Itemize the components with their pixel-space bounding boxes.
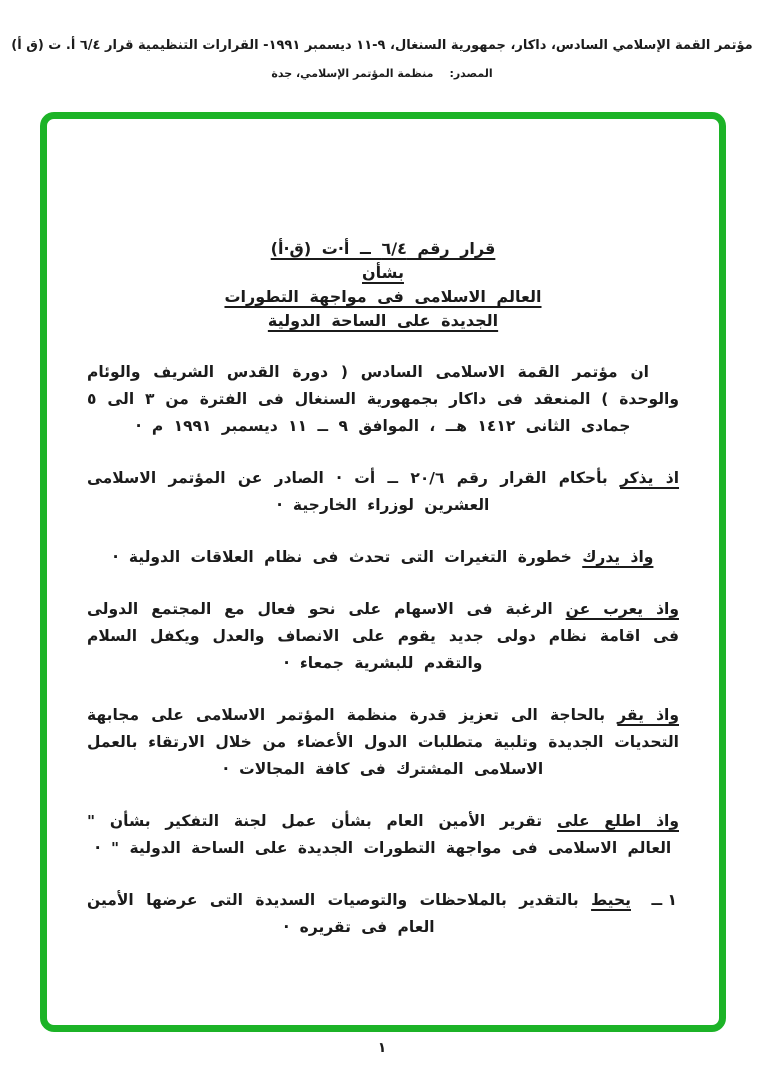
paragraph-lead: واذ يدرك (582, 548, 654, 566)
source-value: منظمة المؤتمر الإسلامي، جدة (271, 67, 434, 80)
document-content (47, 119, 719, 941)
paragraph-lead: واذ يعرب عن (565, 600, 679, 618)
preamble-paragraph-4 (87, 596, 679, 677)
paragraph-lead: اذ يذكر (620, 469, 680, 487)
preamble-paragraph-2 (87, 465, 679, 519)
resolution-subject-line-2: الجديدة على الساحة الدولية (267, 311, 499, 330)
document-green-frame (40, 112, 726, 1032)
preamble-paragraph-1 (87, 359, 679, 440)
page-number: ١ (377, 1040, 387, 1056)
source-label: المصدر: (449, 67, 493, 80)
item-number: ١ ــ (651, 891, 677, 909)
resolution-regarding-line: بشأن (362, 263, 404, 282)
header-source-line (0, 67, 764, 80)
document-header (0, 38, 764, 80)
paragraph-text: الرغبة فى الاسهام على نحو فعال مع المجتمع الدولى فى اقامة نظام دولى جديد يقوم على الانصاف والعدل ويكفل السلام والتقدم للبشرية جمعاء · (87, 600, 679, 672)
paragraph-text: بالتقدير بالملاحظات والتوصيات السديدة التى عرضها الأمين العام فى تقريره · (87, 891, 592, 936)
preamble-paragraph-6 (87, 808, 679, 862)
item-paragraph (87, 887, 631, 941)
paragraph-text: ان مؤتمر القمة الاسلامى السادس ( دورة القدس الشريف والوئام والوحدة ) المنعقد فى داكار بجمهورية السنغال فى الفترة من ٣ الى ٥ جمادى الثانى ١٤١٢ هــ ، الموافق ٩ ــ ١١ ديسمبر ١٩٩١ م · (87, 363, 680, 435)
paragraph-text: خطورة التغيرات التى تحدث فى نظام العلاقات الدولية · (112, 548, 583, 566)
paragraph-text: بالحاجة الى تعزيز قدرة منظمة المؤتمر الاسلامى على مجابهة التحديات الجديدة وتلبية متطلبات الدول الأعضاء من خلال الارتقاء بالعمل الاسلامى المشترك فى كافة المجالات · (87, 706, 679, 778)
preamble-paragraph-3 (87, 544, 679, 571)
operative-item-1 (87, 887, 679, 941)
paragraph-lead: واذ اطلع على (556, 812, 679, 830)
paragraph-lead: واذ يقر (617, 706, 679, 724)
paragraph-text: بأحكام القرار رقم ٢٠/٦ ــ أت · الصادر عن المؤتمر الاسلامى العشرين لوزراء الخارجية · (87, 469, 621, 514)
preamble-paragraph-5 (87, 702, 679, 783)
resolution-title-block (87, 237, 679, 333)
paragraph-lead: يحيط (591, 891, 631, 909)
resolution-subject-line-1: العالم الاسلامى فى مواجهة التطورات (224, 287, 542, 306)
header-citation: مؤتمر القمة الإسلامي السادس، داكار، جمهورية السنغال، ٩-١١ ديسمبر ١٩٩١- القرارات التنظيمية قرار ٦/٤ أ. ت (ق أ) (11, 38, 753, 53)
resolution-number-line: قرار رقم ٦/٤ ــ أ·ت (ق·أ) (270, 239, 496, 258)
paragraph-text: تقرير الأمين العام بشأن عمل لجنة التفكير بشأن " العالم الاسلامى فى مواجهة التطورات الجديدة على الساحة الدولية " · (87, 812, 672, 857)
